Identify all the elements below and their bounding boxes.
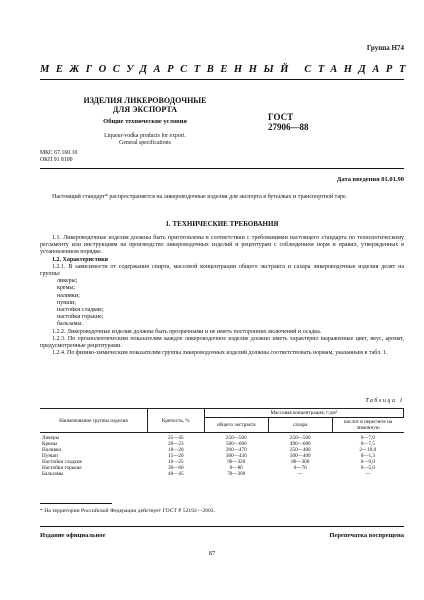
cell-acid: 0—7,5 (360, 441, 375, 447)
official-edition: Издание официальное (40, 532, 106, 539)
paragraph-1-2-3: 1.2.3. По органолептическим показателям каждое ликероводочное изделие должно иметь характерно выраженные цвет, вкус, аромат, предусмотренные рецептурами. (40, 335, 404, 350)
effective-date: Дата введения 01.01.90 (336, 176, 404, 183)
header-mass: Массовая концентрация, г/дм³ (204, 409, 403, 418)
mks-code: МКС 67.160.10 (40, 150, 78, 156)
list-item: настойки горькие; (57, 314, 104, 321)
cell-extract: 250—500 (225, 435, 247, 441)
cell-strength: 40—45 (167, 471, 184, 477)
paragraph-1-1: 1.1. Ликероводочные изделия должны быть приготовлены в соответствии с требованиями настоящего стандарта по технологическому регламенту или инструкциям на производство ликероводочных изделий и рецептурам с соблюдением норм и правил, утвержденных в установленном порядке. (40, 235, 404, 256)
list-item: кремы; (57, 285, 76, 292)
footnote-rule (40, 503, 112, 504)
paragraph-1-2-2: 1.2.2. Ликероводочные изделия должны быть прозрачными и не иметь посторонних включений и осадка. (52, 328, 322, 335)
gost-number (268, 112, 309, 132)
reprint-prohibited: Перепечатка воспрещена (329, 532, 404, 539)
subheading-characteristics: 1.2. Характеристики (52, 256, 109, 263)
page-number: 87 (208, 550, 216, 557)
cell-sugar: 80—300 (291, 459, 310, 465)
list-item: ликеры; (57, 278, 78, 285)
cell-sugar: 250—500 (289, 435, 311, 441)
cell-acid: 2—10,0 (359, 447, 377, 453)
cell-sugar: — (297, 471, 303, 477)
group-list (40, 278, 404, 328)
cell-strength: 16—25 (167, 459, 184, 465)
table-caption: Таблица 1 (365, 398, 404, 404)
cell-strength: 30—60 (167, 465, 184, 471)
cell-group: Бальзамы (42, 471, 64, 477)
cell-sugar: 490—600 (289, 441, 311, 447)
footer-rule (40, 526, 404, 527)
cell-extract: 0—80 (229, 465, 243, 471)
cell-group: Ликеры (42, 435, 60, 441)
english-title-line-2: General specifications (119, 140, 171, 146)
cell-strength: 20—23 (167, 441, 184, 447)
cell-acid: 0—5,0 (360, 465, 375, 471)
cell-extract: 300—430 (225, 453, 247, 459)
english-title-line-1: Liqueur-vodka products for export. (104, 133, 186, 139)
cell-group: Наливки (42, 447, 62, 453)
banner-rule (40, 79, 404, 80)
header-sugar: сахара (268, 418, 332, 433)
cell-strength: 25—45 (167, 435, 184, 441)
list-item: пунши; (57, 299, 76, 306)
document-subtitle: Общие технические условия (103, 118, 187, 125)
cell-acid: — (365, 471, 371, 477)
header-name: Наименование группы изделия (40, 409, 147, 433)
intro-paragraph (40, 194, 404, 201)
cell-sugar: 300—400 (289, 453, 311, 459)
list-item: бальзамы. (57, 321, 83, 328)
cell-acid: 0—9,0 (360, 459, 375, 465)
okp-code: ОКП 91 8100 (40, 157, 73, 163)
footnote: * На территории Российской Федерации действует ГОСТ Р 52192—2003. (40, 508, 215, 514)
intro-text: Настоящий стандарт* распространяется на ликероводочные изделия для экспорта в бутылках и транспортной таре. (52, 194, 348, 200)
gost-label: ГОСТ (268, 112, 294, 122)
table-row (40, 471, 404, 477)
cell-sugar: 250—400 (289, 447, 311, 453)
header-rule (40, 168, 404, 169)
cell-extract: 90—320 (227, 459, 246, 465)
cell-strength: 18—20 (167, 447, 184, 453)
section-heading: 1. ТЕХНИЧЕСКИЕ ТРЕБОВАНИЯ (165, 220, 279, 228)
table-row (40, 433, 404, 442)
cell-group: Пунши (42, 453, 58, 459)
list-item: наливки; (57, 292, 80, 299)
list-item: настойки сладкие; (57, 307, 104, 314)
cell-extract: 500—600 (225, 441, 247, 447)
cell-strength: 15—20 (167, 453, 184, 459)
group-code: Группа Н74 (366, 44, 404, 52)
header-acid: кислот в пересчете на лимонную (332, 418, 403, 433)
english-title (60, 133, 230, 147)
gost-code: 27906—88 (268, 122, 309, 132)
cell-acid: 0—7,0 (360, 435, 375, 441)
section-body (40, 235, 404, 357)
cell-extract: 70—300 (227, 471, 246, 477)
paragraph-1-2-4: 1.2.4. По физико-химическим показателям группы ликероводочных изделий должны соответствовать нормам, указанным в табл. 1. (52, 350, 388, 357)
cell-extract: 260—470 (225, 447, 247, 453)
document-title (60, 96, 230, 114)
cell-group: Кремы (42, 441, 58, 447)
paragraph-1-2-1: 1.2.1. В зависимости от содержания спирта, массовой концентрации общего экстракта и сахара ликероводочные изделия делят на группы: (40, 263, 404, 278)
specs-table-wrap (40, 408, 404, 477)
cell-group: Настойки горькие (42, 465, 82, 471)
header-strength: Крепость, % (147, 409, 204, 433)
standard-banner: МЕЖГОСУДАРСТВЕННЫЙ СТАНДАРТ (40, 64, 412, 75)
cell-acid: 0—1,3 (360, 453, 375, 459)
header-extract: общего экстракта (204, 418, 268, 433)
title-line-1: ИЗДЕЛИЯ ЛИКЕРОВОДОЧНЫЕ (83, 96, 207, 105)
cell-sugar: 0—70 (293, 465, 307, 471)
cell-group: Настойки сладкие (42, 459, 82, 465)
title-line-2: ДЛЯ ЭКСПОРТА (112, 105, 178, 114)
specs-table (40, 408, 404, 477)
classification-codes (40, 150, 77, 164)
